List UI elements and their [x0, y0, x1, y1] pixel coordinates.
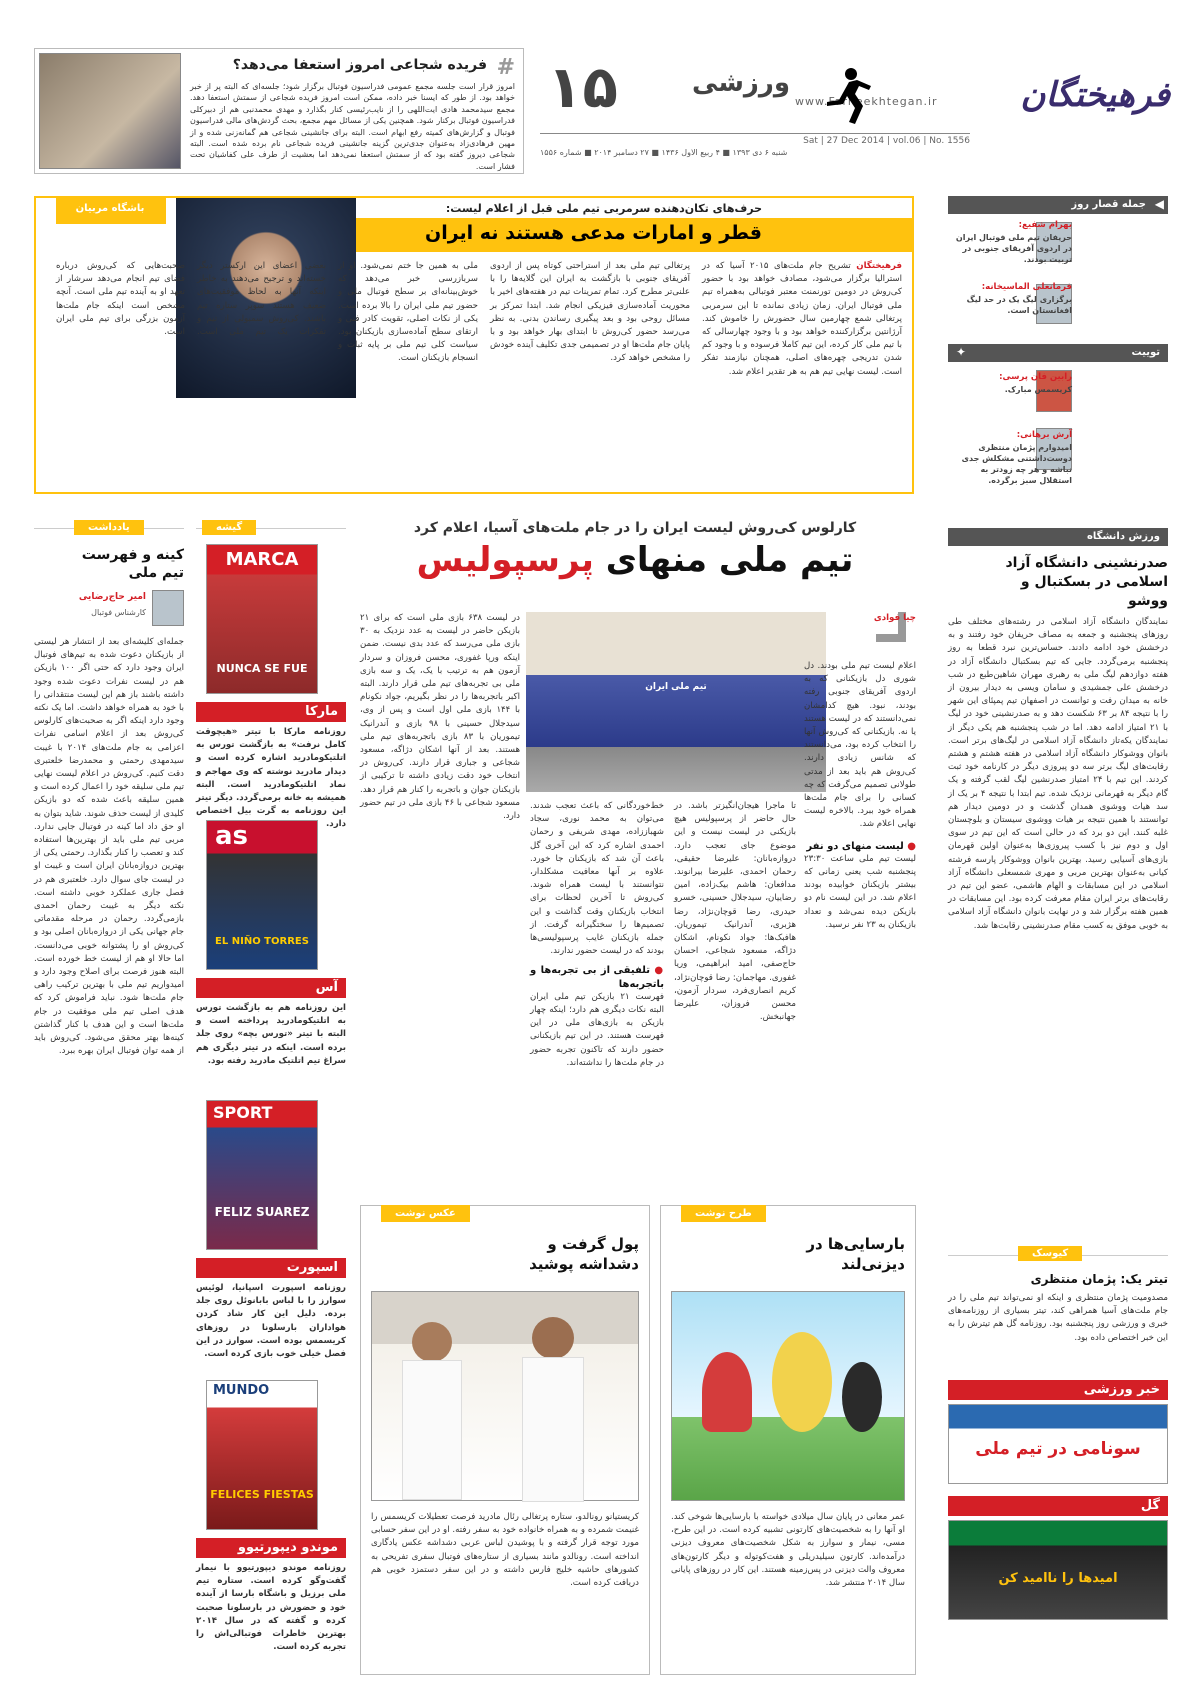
quote-name: بهرام شفیع:: [1018, 220, 1072, 230]
marca-text: روزنامه مارکا با تیتر «هیچوقت کامل نرفت» به بازگشت تورس به اتلتیکومادرید اشاره کرده است و دیدار مادرید نوشته که وی مهاجم و نماد اتلتیکومادرید است. البته همیشه به خانه برمی‌گردد. دیگر تیتر این روزنامه به گرت بیل اختصاص دارد.: [196, 727, 346, 830]
subhead-mix: ● تلفیقی از بی تجربه‌ها و باتجربه‌ها: [530, 965, 664, 990]
quote-text: حریفان تیم ملی فوتبال ایران در اردوی آفریقای جنوبی در تربیت بودند.: [955, 233, 1072, 264]
quote-name: فرمانعلی الماسیخانه:: [981, 282, 1072, 292]
kiosk-label: کیوسک: [1018, 1246, 1082, 1261]
mundo-cover[interactable]: [206, 1380, 318, 1530]
feature-byline: فرهیختگان: [856, 261, 902, 271]
mundo-headline: FELICES FIESTAS: [210, 1488, 314, 1501]
english-date-line: Sat | 27 Dec 2014 | vol.06 | No. 1556: [803, 136, 970, 146]
right-sidebar: [948, 196, 1168, 1686]
short-news-header: [948, 196, 1168, 214]
university-sports-header: [948, 528, 1168, 546]
photo-note-box: [360, 1205, 650, 1675]
kiosk-cover2-title: امیدها را ناامید کن: [998, 1571, 1118, 1586]
opinion-label: یادداشت: [74, 520, 144, 535]
feature-col-2: پرتغالی تیم ملی بعد از استراحتی کوتاه پس از اردوی آفریقای جنوبی با بازگشت به ایران این گلایه‌ها را با علنی‌تر مطرح کرد. تمام تمرینات تیم در هفته‌های اخیر با محوریت آماده‌سازی فیزیکی انجام شد. ابتدا تمرکز بر مسائل روحی بود و بعد پیگیری رساندن بدنی. به نظر می‌رسد حضور کی‌روش تا ابتدای بهار خواهد بود و با پایان جام ملت‌ها او در تصمیمی جدی تکلیف آینده خودش را مشخص خواهد کرد.: [490, 261, 690, 364]
yellow-feature-box: [34, 196, 914, 494]
kiosk-cover1-title: سونامی در تیم ملی: [975, 1439, 1141, 1459]
feature-headline: قطر و امارات مدعی هستند نه ایران: [424, 222, 762, 244]
gisheh-column: [196, 520, 346, 1680]
persian-date-line: شنبه ۶ دی ۱۳۹۳ ■ ۴ ربیع الاول ۱۴۳۶ ■ ۲۷ دسامبر ۲۰۱۴ ■ شماره ۱۵۵۶: [540, 148, 788, 157]
kiosk-body: مصدومیت پژمان منتظری و اینکه او نمی‌تواند تیم ملی را در جام ملت‌های آسیا همراهی کند، تیتر بسیاری از روزنامه‌های خبری و ورزشی روز پنجشنبه بود. روزنامه گل هم تیترش را به این خبر اختصاص داده بود.: [948, 1293, 1168, 1343]
gisheh-label: گیشه: [202, 520, 256, 535]
main-kicker: کارلوس کی‌روش لیست ایران را در جام ملت‌های آسیا، اعلام کرد: [413, 520, 857, 536]
opinion-header: [34, 520, 184, 538]
section-title: ورزشی: [692, 68, 790, 98]
tweet-text: کریسمس مبارک.: [1004, 385, 1072, 394]
as-masthead: as: [215, 821, 249, 851]
team-photo-caption: تیم ملی ایران: [645, 682, 707, 692]
teaser-title: فریده شجاعی امروز استعفا می‌دهد؟: [232, 57, 487, 73]
quote-text: برگزاری لیگ یک در حد لیگ افغانستان است.: [966, 295, 1072, 315]
kiosk-header: [948, 1246, 1168, 1266]
feature-col-4: بعضی اعضای این ارکستر دیگر خسته‌اند و ترجیح می‌دهند به خاطر اینکه آنها به لحاظ موفقیت‌های ضعیف هستند سوپر ستاره تیم باشند. کی‌روش سمبولی از تیم و تفکرات یک تیم ملی است. صحبت‌هایی که کی‌روش درباره فضای تیم انجام می‌دهد سرشار از تعهد او به آینده تیم ملی است. آنچه مشخص است اینکه جام ملت‌ها آزمون بزرگی برای تیم ملی ایران است.: [56, 261, 326, 338]
newspaper-logo: فرهیختگان: [1020, 75, 1170, 115]
photo-note-title: پول گرفت و دشداشه پوشید: [529, 1235, 639, 1273]
teaser-box: [34, 48, 524, 174]
main-col-1: اعلام لیست تیم ملی بودند. دل شوری دل بازیکنانی که به اردوی آفریقای جنوبی رفته بودند، نبود. هیچ کدامشان نمی‌دانستند که در لیست هستند یا نه. بازیکنانی که کی‌روش آنها را انتخاب کرده بود، می‌دانستند که شانس زیادی دارند. کی‌روش هم باید بعد از مدتی طولانی تصمیم می‌گرفت که چه کسانی را برای جام ملت‌ها همراه خود ببرد. بالاخره لیست نهایی اعلام شد. ● لیست منهای دو نفر لیست تیم ملی ساعت ۲۳:۳۰ پنجشنبه شب یعنی زمانی که بیشتر بازیکنان خوابیده بودند اعلام شد. در این لیست نام دو بازیکن دیده نمی‌شد و تعداد بازیکنان به ۲۳ نفر نرسید.: [804, 661, 916, 930]
team-photo: [526, 612, 826, 792]
cartoon-label: طرح نوشت: [681, 1205, 766, 1222]
tweet-item-1: [948, 368, 1168, 420]
tweet-text: امیدوارم پژمان منتظری دوست‌داشتنی مشکلش جدی نباشه و هر چه زودتر به استقلال سبز برگرده.: [961, 443, 1072, 485]
photo-note-caption: کریستیانو رونالدو، ستاره پرتغالی رئال مادرید فرصت تعطیلات کریسمس را غنیمت شمرده و به همراه خانواده خود به سفر رفته. او در این سفر حسابی مورد توجه قرار گرفته و با پوشیدن لباس عربی دشداشه عکس یادگاری انداخته است. رونالدو مانند بسیاری از ستاره‌های فوتبال سفری تفریحی به کشورهای حاشیه خلیج فارس داشته و در این سفر دستمزد خوبی هم دریافت کرده است.: [371, 1512, 639, 1589]
cartoon-title: بارسایی‌ها در دیزنی‌لند: [806, 1235, 905, 1273]
website-url[interactable]: www.Farheekhtegan.ir: [795, 95, 938, 108]
twitter-bird-icon: ✦: [956, 345, 967, 359]
gisheh-header: [196, 520, 346, 538]
kiosk-title: تیتر یک: پژمان منتظری: [1030, 1272, 1168, 1286]
tweet-name: آرش برهانی:: [1016, 430, 1072, 440]
marca-headline: NUNCA SE FUE: [216, 662, 308, 675]
main-headline: [360, 540, 910, 580]
kiosk-cover2-label: گل: [948, 1496, 1168, 1516]
tweet-label: توییت: [1131, 347, 1160, 358]
hash-icon: #: [496, 55, 515, 80]
quote-item-2: [948, 280, 1168, 336]
teaser-photo: [39, 53, 181, 169]
mundo-masthead: MUNDO: [213, 1383, 270, 1398]
main-byline: چیا فوادی: [873, 613, 916, 623]
page-number: ۱۵: [547, 53, 618, 121]
tweet-item-2: [948, 426, 1168, 526]
sport-headline: FELIZ SUAREZ: [214, 1205, 310, 1219]
section-banner: [540, 48, 970, 157]
headline-black: تیم ملی منهای: [605, 540, 854, 580]
feature-col-3: ملی به همین جا ختم نمی‌شود. او از سربازرسی خبر می‌دهد که خوش‌بینانه‌ای بر سطح فوتبال ملی و حضور تیم ملی ایران را بالا برده است. یکی از نکات اصلی، تقویت کادر فنی و ارتقای سطح آماده‌سازی بازیکنان بود. سیاست کلی تیم ملی بر پایه ثبات و انسجام بازیکنان است.: [338, 261, 478, 364]
kiosk-cover1-label: خبر ورزشی: [948, 1380, 1168, 1400]
author-avatar: [152, 590, 184, 626]
as-cover[interactable]: [206, 820, 318, 970]
feature-col-1: فرهیختگان تشریح جام ملت‌های ۲۰۱۵ آسیا که در استرالیا برگزار می‌شود، مصادف خواهد بود با حضور کی‌روش در دومین تورنمنت معتبر فوتبالی به‌همراه تیم ملی فوتبال ایران. زمان زیادی نمانده تا این سرمربی پرتغالی شمع چهارمین سال حضورش را خاموش کند. آرژانتین برگزارکننده خواهد بود و با وجود چهارسالی که با تیم ملی کار کرده، این تیم کاملا فرسوده و با وجود کم شدن تدریجی چهره‌های اصلی، همچنان نیازمند تفکر است. لیست نهایی تیم هم به هر تقدیر اعلام شد.: [702, 261, 902, 377]
megaphone-icon: ◀: [1154, 197, 1164, 211]
main-col-4: در لیست ۶۳۸ بازی ملی است که برای ۲۱ بازیکن حاضر در لیست به عدد نزدیک به ۳۰ بازی ملی می‌رسد که عدد بدی نیست. ضمن اینکه ورپا غفوری، محسن فروزان و سردار آزمون هم به ترتیب با یک، یک و سه بازی ملی بی تجربه‌های تیم ملی قرار دارند. البته اکبر باتجربه‌ها را در نظر بگیریم، جواد نکونام با ۱۴۴ بازی ملی اول است و پس از وی، سیدجلال حسینی با ۹۸ بازی و آندرانیک تیموریان با ۸۳ بازی باتجربه‌های تیم ملی هستند. بعد از آنها اشکان دژاگه، مسعود شجاعی و جباری قرار دارند. کی‌روش در انتخاب خود دقت زیادی داشته تا ترکیبی از بازیکنان جوان و باتجربه را کنار هم قرار دهد. مسعود شجاعی با ۴۶ بازی ملی در تیم حضور دارد.: [360, 613, 520, 822]
kiosk-cover-2[interactable]: [948, 1520, 1168, 1620]
sport-masthead: SPORT: [213, 1103, 273, 1122]
mundo-label: موندو دیپورتیوو: [196, 1538, 346, 1558]
author-name: امیر حاج‌رضایی: [78, 592, 146, 602]
photo-note-label: عکس نوشت: [381, 1205, 470, 1222]
author-role: کارشناس فوتبال: [91, 608, 146, 617]
cartoon-caption: عمر معانی در پایان سال میلادی خواسته با بارسایی‌ها شوخی کند. او آنها را به شخصیت‌های کارتونی تشبیه کرده است. در این طرح، مسی، نیمار و سوارز به شکل شخصیت‌های معروف دیزنی درآمده‌اند. کارتون سیلیدریلی و هفت‌کوتوله و دیگر کارتون‌های معروف والت دیزنی در پس‌زمینه هستند. این کار در روزهای پایانی سال ۲۰۱۴ منتشر شد.: [671, 1512, 905, 1589]
university-sports-label: ورزش دانشگاه: [1087, 531, 1160, 542]
sport-label: اسپورت: [196, 1258, 346, 1278]
marca-label: مارکا: [196, 702, 346, 722]
teaser-body: امروز قرار است جلسه مجمع عمومی فدراسیون فوتبال برگزار شود؛ جلسه‌ای که البته پر از خبر خواهد بود. از طور که ایسنا خبر داده، ممکن است امروز فریده شجاعی از سمتش استعفا دهد. مجمع سیدمحمد هادی ایت‌اللهی را از نایب‌رئیسی کنار بگذارد و مهدی محمدنبی هم از دبیرکلی فدراسیون فوتبال برکنار شود. همچنین یکی از مسائل مهم مجمع، بحث گردش‌های مالی فدراسیون فوتبال و گزارش‌های کمیته رفع ابهام است. البته برای جانشینی شجاعی هم گمانه‌زنی شده و از مهین فرهادی‌زاد به‌عنوان جدی‌ترین گزینه جانشینی فریده شجاعی نام برده شده است. البته شجاعی دیروز گفته بود که از سمتش استعفا نمی‌دهد اما بعشیت از طرف علی کفاشیان تحت فشار است.: [190, 82, 515, 171]
as-headline: EL NIÑO TORRES: [215, 936, 309, 947]
quote-item-1: [948, 218, 1168, 274]
as-label: آس: [196, 978, 346, 998]
sport-cover[interactable]: [206, 1100, 318, 1250]
cartoon-image: [671, 1291, 905, 1501]
marca-masthead: MARCA: [225, 549, 299, 570]
runner-icon: [815, 66, 875, 126]
subhead-lineup: ● لیست منهای دو نفر: [806, 840, 916, 852]
headline-red: پرسپولیس: [416, 540, 594, 580]
opinion-body: جمله‌ای کلیشه‌ای بعد از انتشار هر لیستی از بازیکنان دعوت شده به تیم‌های فوتبال ایران وجود دارد که حتی اگر ۱۰۰ بازیکن هم در لیست نفرات دعوت شده وجود داشته باشند باز هم این لیست منتقدانی را با خود به همراه خواهد داشت. اما یک نکته وجود دارد اینکه اگر به صحبت‌های کارلوس کی‌روش بعد از اعلام اسامی نفرات اعزامی به جام ملت‌های ۲۰۱۴ با غیبت سیدمهدی رحمتی و محمدرضا خلعتبری دقت کنیم. کی‌روش در اعلام لیست نهایی تیم ملی سلیقه خود را اعمال کرده است و همین سلیقه باعث شده که دو بازیکن کلیدی از لیست حذف شوند. شاید بتوان به او حق داد اما کینه در فوتبال جایی ندارد. مربی تیم ملی باید از بهترین‌ها استفاده کند و تعصب را کنار بگذارد. رحمتی یکی از بهترین دروازه‌بانان ایران است و غیبت او در لیست جای سوال دارد. خلعتبری هم در فصل جاری عملکرد خوبی داشته است. نکته دیگر به غیبت رحمان احمدی بازمی‌گردد. رحمان در مرحله مقدماتی جام جهانی یکی از دروازه‌بانان اصلی بود و کی‌روش او را پشتوانه خوبی می‌دانست. اما حالا او هم از لیست خط خورده است. البته هنوز فرصت برای اصلاح وجود دارد و امیدواریم تیم ملی با بهترین ترکیب راهی جام ملت‌ها شود. نباید فراموش کرد که هدف اصلی تیم ملی موفقیت در جام ملت‌ها است و این هدف با کنار گذاشتن کینه‌ها بهتر محقق می‌شود. کی‌روش باید از همه توان فوتبال ایران بهره ببرد.: [34, 637, 185, 1057]
sport-text: روزنامه اسپورت اسپانیا، لوئیس سوارز را با لباس بابانوئل روی جلد برده. دلیل این کار شاد کردن هواداران بارسلونا در روزهای کریسمس بوده است. سوارز در این فصل خیلی خوب بازی کرده است.: [196, 1283, 346, 1360]
opinion-column: [34, 520, 184, 1680]
mundo-text: روزنامه موندو دیپورتیوو با نیمار گفت‌وگو کرده است. ستاره تیم ملی برزیل و باشگاه بارسا از آینده خود و حضورش در بارسلونا صحبت کرده و گفته که در سال ۲۰۱۴ بهترین خاطرات فوتبالی‌اش را تجربه کرده است.: [196, 1563, 346, 1653]
cartoon-box: [660, 1205, 916, 1675]
as-text: این روزنامه هم به بازگشت تورس به اتلتیکومادرید پرداخته است و البته با تیتر «تورس بچه» روی جلد برده است. اینکه در تیتر دیگری هم سراغ تیم اتلتیک مادرید رفته بود.: [196, 1003, 346, 1066]
marca-cover[interactable]: [206, 544, 318, 694]
feature-kicker: حرف‌های تکان‌دهنده سرمربی تیم ملی قبل از اعلام لیست:: [445, 202, 762, 215]
short-news-label: جمله قصار روز: [1071, 199, 1146, 210]
university-title: صدرنشینی دانشگاه آزاد اسلامی در بسکتبال و ووشو: [1005, 555, 1168, 609]
ronaldo-photo: [371, 1291, 639, 1501]
opinion-title: کینه و فهرست تیم ملی: [81, 547, 184, 581]
main-col-3: خط‌خوردگانی که باعث تعجب شدند. می‌توان به محمد نوری، سجاد شهباززاده، مهدی شریفی و رحمان احمدی اشاره کرد که این آخری گل باعث آن شد که بازیکنان جا خورد. علاوه بر آنها معافیت مشکلدار، نتوانستند با لیست همراه شوند. کی‌روش تا آخرین لحظات برای انتخاب بازیکنان وقت گذاشت و این تصمیم‌ها را سختگیرانه گرفت. از جمله بازیکنان غایب پرسپولیسی‌ها بودند که در لیست حضور ندارند. ● تلفیقی از بی تجربه‌ها و باتجربه‌ها فهرست ۲۱ بازیکن تیم ملی ایران البته نکات دیگری هم دارد؛ اینکه چهار بازیکن به بازی‌های ملی در این فهرست هستند. در این تیم بازیکنانی حضور دارند که تاکنون تجربه حضور در جام ملت‌ها را نداشته‌اند.: [530, 801, 664, 1068]
university-body: نمایندگان دانشگاه آزاد اسلامی در رشته‌های مختلف طی روزهای پنجشنبه و جمعه به مصاف حریفان خود رفتند و به درخشش خود ادامه دادند. حساس‌ترین نبرد قطعا به روز پنجشنبه برمی‌گردد. جایی که تیم بسکتبال دانشگاه آزاد در هفته دوازدهم لیگ ملی به رهبری مهران شاهین‌طبع در شب درخشش علی جمشیدی و سامان ویسی به دیدار بیرون از خانه به میدان رفت و توانست در اصفهان تیم پمپئای این شهر را با نتیجه ۸۴ بر ۶۳ شکست دهد و به صدرنشینی خود در لیگ با ۲۱ امتیاز ادامه دهد. اما در شب پنجشنبه هم یکی دیگر از نمایندگان یکه‌تاز دانشگاه آزاد اسلامی در لیگ‌های برتر است. بانوان ووشوکار دانشگاه آزاد اسلامی در هفته هشتم و هشتم رقابت‌های لیگ برتر سه دو پیروزی دیگر در کارنامه خود ثبت کردند. این تیم با ۲۴ امتیاز صدرنشین لیگ لقب گرفته و یک گام دیگر به قهرمانی نزدیک شده. تیم ابتدا با نتیجه ۴ بر یک از سد هیات ووشوی همدان گذشت و در دومین دیدار هم توانستند با همین نتیجه بر هیات ووشوی سیستان و بلوچستان غلبه کنند. این دو برد که در حالی است که این تیم در سوی اول و دوم نیز با کسب پیروزی‌ها به‌عنوان اولین قهرمان بازی‌های آسیایی رسید. بهترین بانوان ووشوکار پارسه فرشته کیانی به‌عنوان بهترین مربی و مهری شمسعلی دانشگاه آزاد اسلامی در این مسابقات و الهام هاشمی، عضو این تیم در رقابت‌های برتر ایران مقام معرفت کرده بود. این مسابقات در همین هفته برگزار شد و در نهایت بانوان دانشگاه آزاد اسلامی به خوبی موفق به کسب مقام صدرنشینی رقابت‌ها شد.: [948, 617, 1169, 931]
coach-club-label: باشگاه مربیان: [75, 203, 145, 214]
kiosk-cover-1[interactable]: [948, 1404, 1168, 1484]
tweet-header: [948, 344, 1168, 362]
main-col-2: تا ماجرا هیجان‌انگیزتر باشد. در حال حاضر از پرسپولیس هیچ بازیکنی در لیست نیست و این موضوع جای تعجب دارد. دروازه‌بانان: علیرضا حقیقی، رحمان احمدی، علیرضا بیرانوند. مدافعان: هاشم بیک‌زاده، امین رضاییان، سیدجلال حسینی، خسرو حیدری، رضا قوچان‌نژاد، رضا هژبری، آندرانیک تیموریان. هافبک‌ها: جواد نکونام، اشکان دژاگه، مسعود شجاعی، احسان حاج‌صفی، امید ابراهیمی، وریا غفوری. مهاجمان: رضا قوچان‌نژاد، کریم انصاری‌فرد، سردار آزمون، محسن فروزان، علیرضا جهانبخش.: [674, 801, 796, 1023]
tweet-name: رابین فان پرسی:: [999, 372, 1072, 382]
